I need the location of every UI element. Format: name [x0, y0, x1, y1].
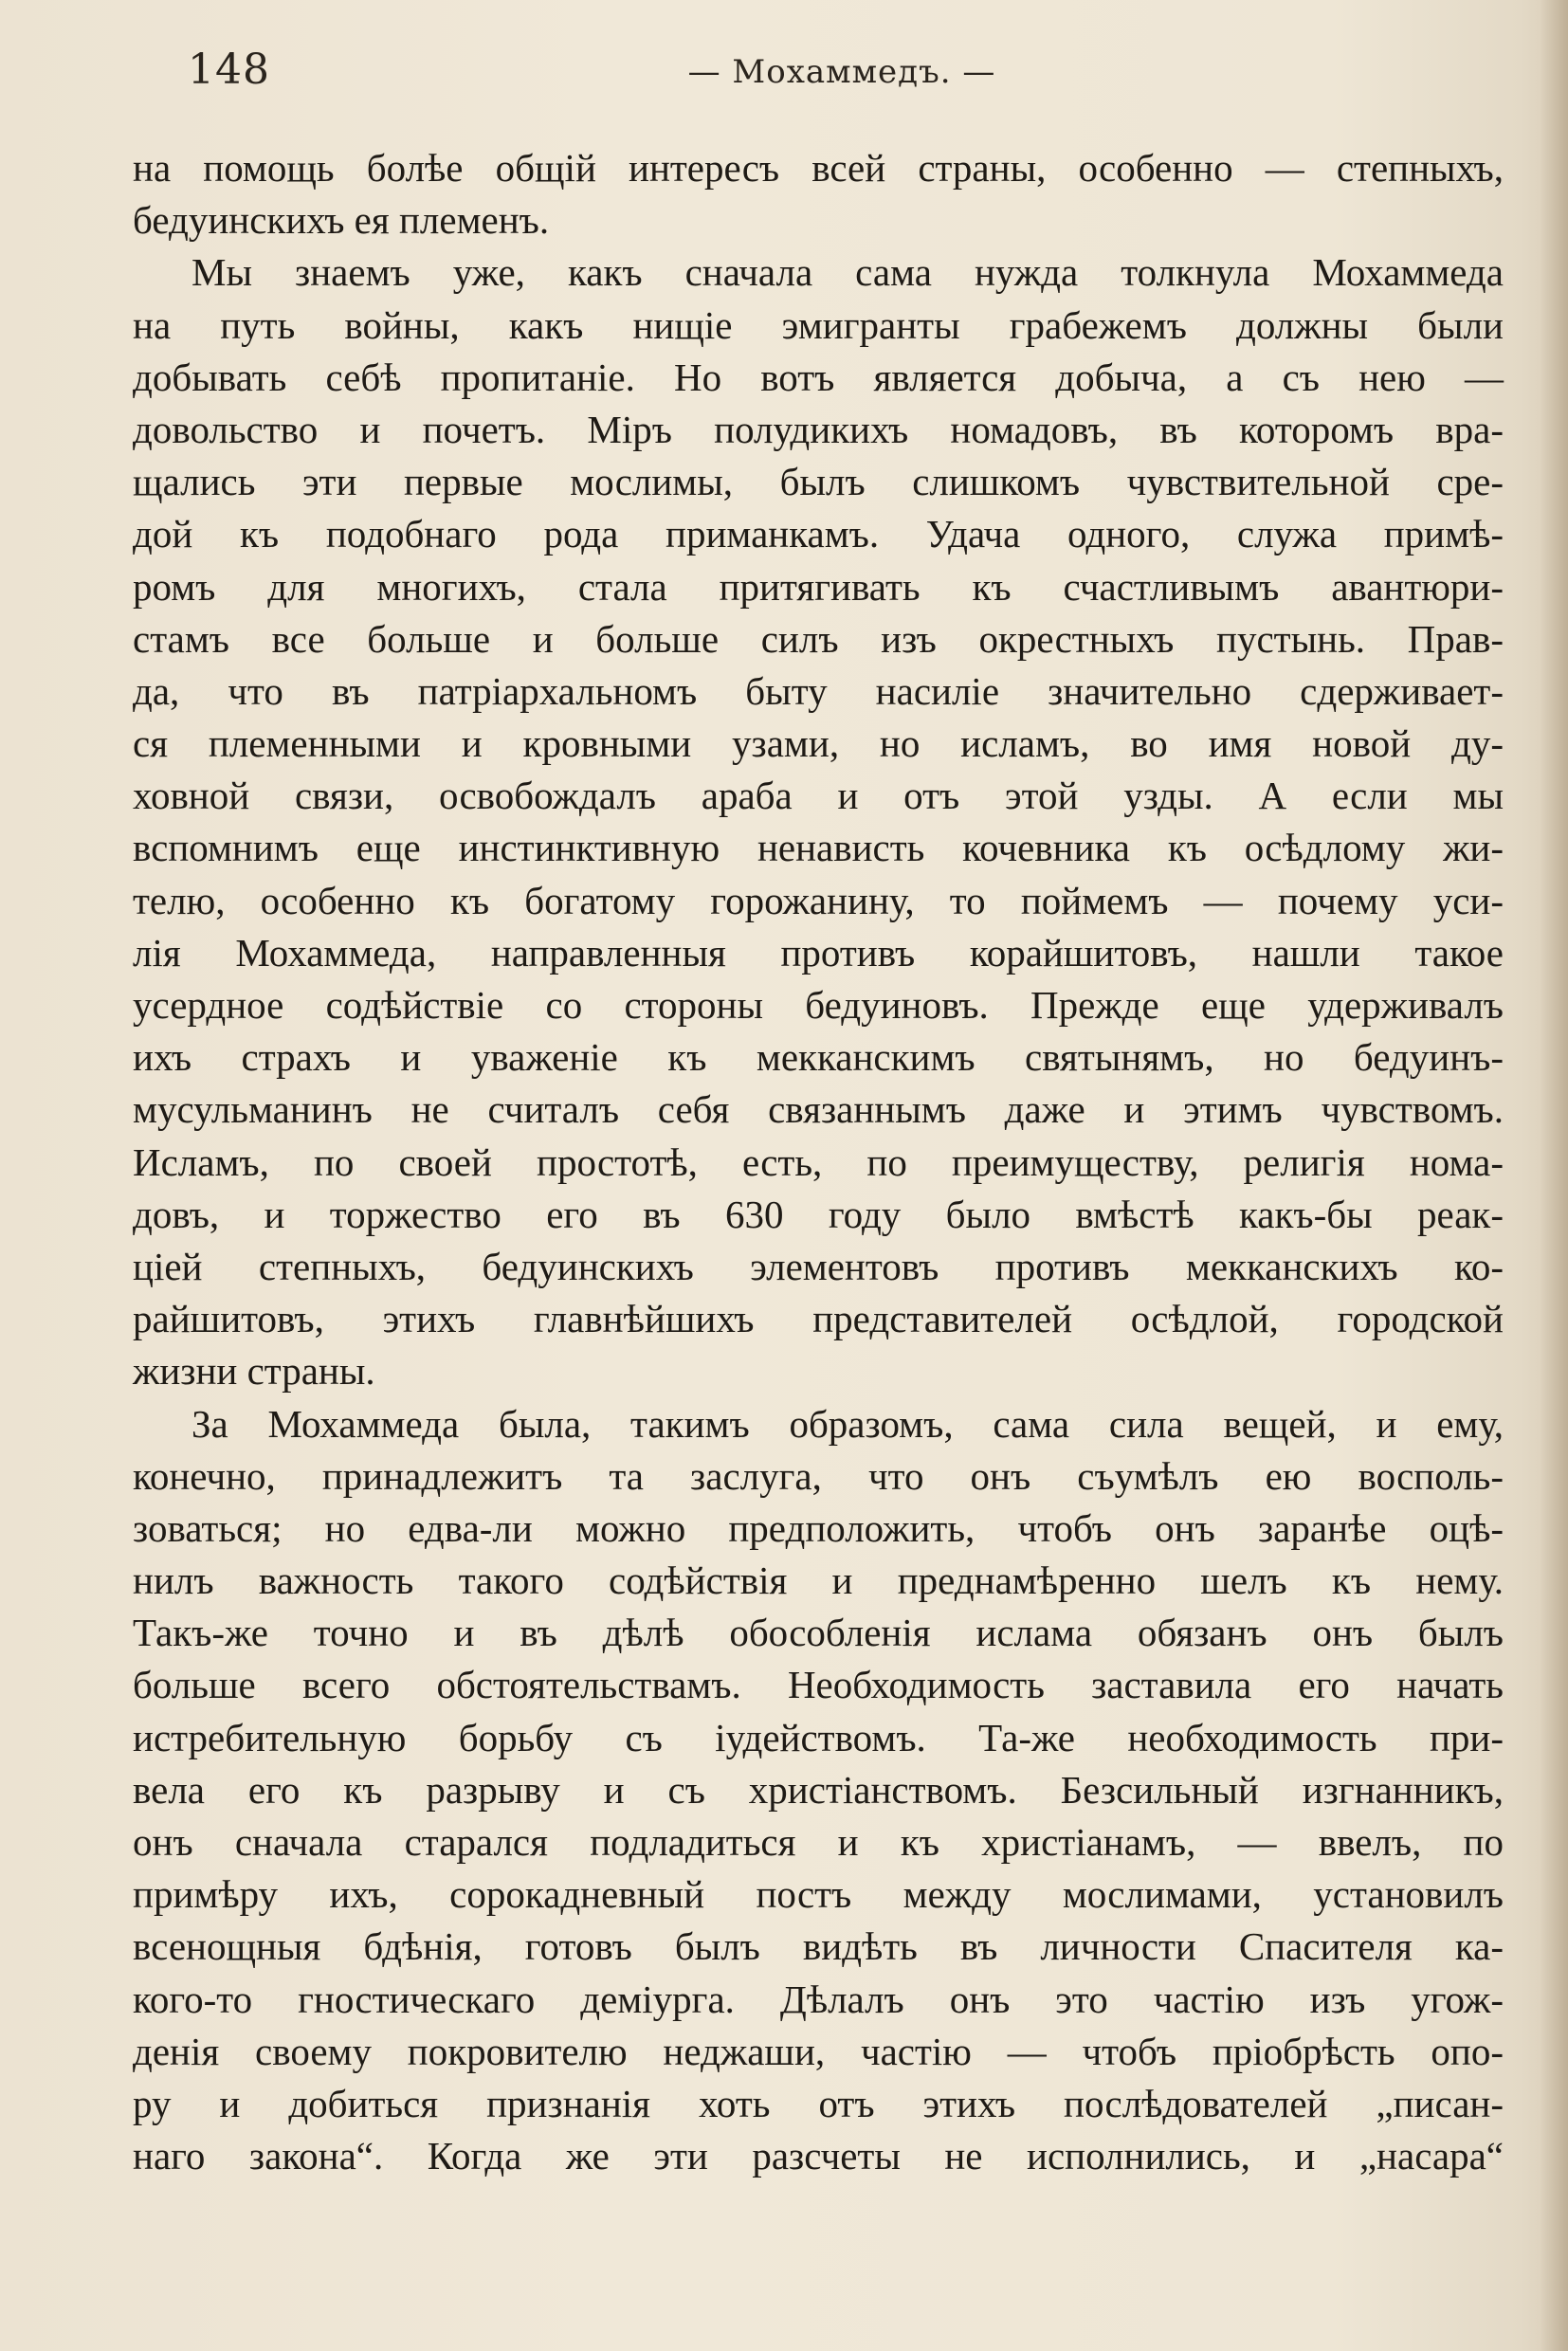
- text-line: вспомнимъ еще инстинктивную ненависть кочевника къ осѣдлому жи-: [133, 826, 1504, 870]
- text-line: на путь войны, какъ нищіе эмигранты грабежемъ должны были: [133, 302, 1504, 347]
- text-line: дой къ подобнаго рода приманкамъ. Удача одного, служа примѣ-: [133, 512, 1504, 556]
- text-line: наго закона“. Когда же эти разсчеты не исполнились, и „насара“: [133, 2134, 1504, 2178]
- running-title: — Мохаммедъ. —: [687, 53, 996, 91]
- text-line: ромъ для многихъ, стала притягивать къ счастливымъ авантюри-: [133, 564, 1504, 609]
- text-line: Такъ-же точно и въ дѣлѣ обособленія ислама обязанъ онъ былъ: [133, 1611, 1504, 1655]
- text-line: ціей степныхъ, бедуинскихъ элементовъ противъ мекканскихъ ко-: [133, 1244, 1504, 1288]
- text-line: кого-то гностическаго деміурга. Дѣлалъ онъ это частію изъ угож-: [133, 1977, 1504, 2021]
- text-line: бедуинскихъ ея племенъ.: [133, 198, 550, 243]
- text-line: телю, особенно къ богатому горожанину, то поймемъ — почему уси-: [133, 878, 1504, 922]
- text-line: зоваться; но едва-ли можно предположить, чтобъ онъ заранѣе оцѣ-: [133, 1505, 1504, 1550]
- text-line: щались эти первые мослимы, былъ слишкомъ чувствительной сре-: [133, 460, 1504, 504]
- text-line: больше всего обстоятельствамъ. Необходимость заставила его начать: [133, 1663, 1504, 1707]
- text-line: мусульманинъ не считалъ себя связаннымъ даже и этимъ чувствомъ.: [133, 1087, 1504, 1132]
- text-line: вела его къ разрыву и съ христіанствомъ. Безсильный изгнанникъ,: [133, 1767, 1504, 1812]
- text-line: райшитовъ, этихъ главнѣйшихъ представителей осѣдлой, городской: [133, 1297, 1504, 1341]
- text-line: довольство и почетъ. Міръ полудикихъ номадовъ, въ которомъ вра-: [133, 407, 1504, 451]
- text-line: нилъ важность такого содѣйствія и преднамѣренно шелъ къ нему.: [133, 1558, 1504, 1603]
- text-line: ихъ страхъ и уваженіе къ мекканскимъ святынямъ, но бедуинъ-: [133, 1035, 1504, 1080]
- text-line: денія своему покровителю неджаши, частію — чтобъ пріобрѣсть опо-: [133, 2029, 1504, 2073]
- text-line: лія Мохаммеда, направленныя противъ корайшитовъ, нашли такое: [133, 930, 1504, 975]
- text-line: стамъ все больше и больше силъ изъ окрестныхъ пустынь. Прав-: [133, 616, 1504, 661]
- text-line: да, что въ патріархальномъ быту насиліе значительно сдерживает-: [133, 668, 1504, 713]
- text-line: истребительную борьбу съ іудействомъ. Та-же необходимость при-: [133, 1715, 1504, 1759]
- text-line: на помощь болѣе общій интересъ всей страны, особенно — степныхъ,: [133, 146, 1504, 190]
- text-line: За Мохаммеда была, такимъ образомъ, сама сила вещей, и ему,: [191, 1401, 1504, 1446]
- text-line: Исламъ, по своей простотѣ, есть, по преимуществу, религія нома-: [133, 1139, 1504, 1184]
- page-edge-shadow: [1540, 0, 1568, 2351]
- page-number: 148: [188, 46, 270, 94]
- text-line: усердное содѣйствіе со стороны бедуиновъ. Прежде еще удерживалъ: [133, 983, 1504, 1027]
- text-line: онъ сначала старался подладиться и къ христіанамъ, — ввелъ, по: [133, 1820, 1504, 1864]
- body-text: [133, 142, 1504, 2182]
- text-line: всенощныя бдѣнія, готовъ былъ видѣть въ личности Спасителя ка-: [133, 1924, 1504, 1969]
- text-line: довъ, и торжество его въ 630 году было вмѣстѣ какъ-бы реак-: [133, 1192, 1504, 1236]
- text-line: конечно, принадлежитъ та заслуга, что онъ съумѣлъ ею восполь-: [133, 1453, 1504, 1498]
- text-line: ся племенными и кровными узами, но исламъ, во имя новой ду-: [133, 721, 1504, 766]
- page-header: [188, 46, 1496, 112]
- text-line: примѣру ихъ, сорокадневный постъ между мослимами, установилъ: [133, 1872, 1504, 1917]
- text-line: ховной связи, освобождалъ араба и отъ этой узды. А если мы: [133, 774, 1504, 818]
- text-line: жизни страны.: [133, 1349, 375, 1394]
- text-line: ру и добиться признанія хоть отъ этихъ послѣдователей „писан-: [133, 2081, 1504, 2125]
- text-line: добывать себѣ пропитаніе. Но вотъ является добыча, а съ нею —: [133, 355, 1504, 399]
- text-line: Мы знаемъ уже, какъ сначала сама нужда толкнула Мохаммеда: [191, 250, 1504, 295]
